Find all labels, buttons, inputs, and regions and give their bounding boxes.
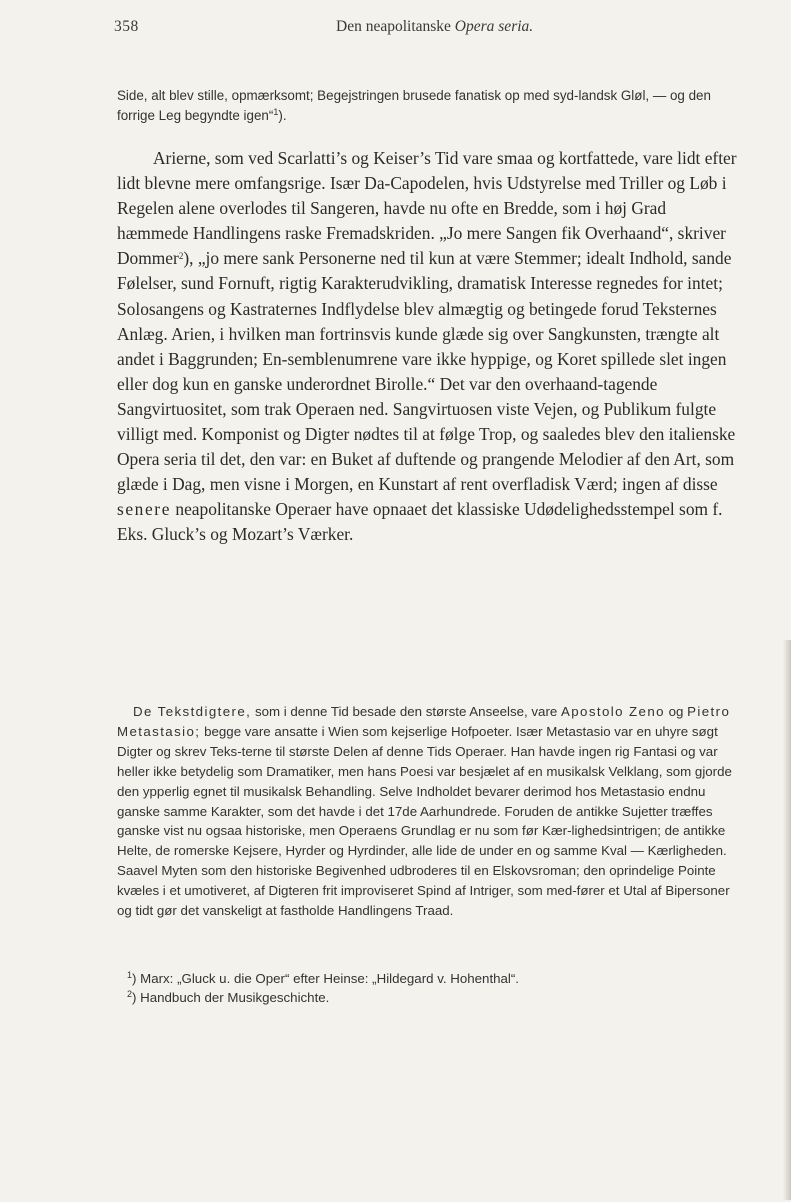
footnote-text-2: ) Handbuch der Musikgeschichte. xyxy=(132,990,330,1005)
page-edge-shadow xyxy=(783,640,791,1200)
footnote-number-2: 2 xyxy=(127,989,133,999)
footnote-2 xyxy=(117,988,737,1007)
main-paragraph xyxy=(117,146,737,548)
name-zeno: Apostolo Zeno xyxy=(560,704,665,719)
running-title-italic: Opera seria. xyxy=(454,18,534,35)
running-title-text: Den neapolitanske xyxy=(336,18,451,35)
main-text-part-2: ), „jo mere sank Personerne ned til kun at være Stemmer; idealt Indhold, sande Følelser, sund Fornuft, rigtig Karakterudvikling, dramatisk Interesse regnedes for intet; Solosangens og Kastraternes Indflydelse blev almægtig og betingede forud Teksternes Anlæg. Arien, i hvilken man fortrinsvis kunde glæde sig over Sangkunsten, trængte alt andet i Baggrunden; En-semblenumrene vare ikke hyppige, og Koret spillede slet ingen eller dog kun en ganske underordnet Birolle.“ Det var den overhaand-tagende Sangvirtuositet, som trak Operaen ned. Sangvirtuosen viste Vejen, og Publikum fulgte villigt med. Komponist og Digter nødtes til at følge Trop, og saaledes blev den italienske Opera seria til det, den var: en Buket af duftende og prangende Melodier af den Art, som glæde i Dag, men visne i Morgen, en Kunstart af rent overfladisk Værd; ingen af disse xyxy=(117,248,736,495)
small-text-a: som i denne Tid besade den største Anseelse, vare xyxy=(254,704,558,719)
small-text-b: begge vare ansatte i Wien som kejserlige Hofpoeter. Især Metastasio var en uhyre søgt Digter og skrev Teks-terne til største Delen af denne Tids Operaer. Han havde ingen rig Fantasi og var heller ikke betydelig som Dramatiker, men hans Poesi var besjælet af en musikalsk Velklang, som gjorde den ypperlig egnet til musikalsk Behandling. Selve Indholdet bevarer derimod hos Metastasio endnu ganske samme Karakter, som det havde i det 17de Aarhundrede. Foruden de antikke Sujetter træffes ganske vist nu ogsaa historiske, men Operaens Grundlag er nu som før Kær-lighedsintrigen; de antikke Helte, de romerske Kejsere, Hyrder og Hyrdinder, alle lide de under en og samme Kval — Kærligheden. Saavel Myten som den historiske Begivenhed udbroderes til en Elskovsroman; den oprindelige Pointe kvæles i et umotiveret, af Digteren frit improviseret Spind af Intriger, som med-fører et Utal af Bipersoner og tidt gør det vanskeligt at fastholde Handlingens Traad. xyxy=(117,723,732,919)
main-paragraph-text xyxy=(117,146,737,548)
small-print-paragraph xyxy=(117,702,737,921)
footnote-ref-1: 1 xyxy=(273,107,279,117)
footnote-number-1: 1 xyxy=(127,970,133,980)
small-print-text xyxy=(117,702,737,921)
main-text-part-3: neapolitanske Operaer have opnaaet det klassiske Udødelighedsstempel som f. Eks. Gluck’s og Mozart’s Værker. xyxy=(117,499,723,545)
footnote-ref-2: 2 xyxy=(178,251,184,262)
intro-end: ). xyxy=(278,108,287,123)
footnotes xyxy=(117,969,737,1007)
page-number: 358 xyxy=(114,18,139,35)
intro-text: Side, alt blev stille, opmærksomt; Begejstringen brusede fanatisk op med syd-landsk Gløl, — og den forrige Leg begyndte igen“ xyxy=(117,88,711,123)
running-title xyxy=(336,18,533,36)
footnote-text-1: ) Marx: „Gluck u. die Oper“ efter Heinse: „Hildegard v. Hohenthal“. xyxy=(132,971,520,986)
small-lead: De Tekstdigtere, xyxy=(133,704,252,719)
intro-paragraph xyxy=(117,86,737,126)
name-metastasio: Pietro Metastasio; xyxy=(117,704,731,739)
small-og: og xyxy=(668,704,684,719)
footnote-1 xyxy=(117,969,737,988)
main-text-part-1: Arierne, som ved Scarlatti’s og Keiser’s Tid vare smaa og kortfattede, vare lidt efter lidt blevne mere omfangsrige. Især Da-Capodelen, hvis Udstyrelse med Triller og Løb i Regelen alene overlodes til Sangeren, havde nu ofte en Bredde, som i høj Grad hæmmede Handlingens raske Fremadskriden. „Jo mere Sangen fik Overhaand“, skriver Dommer xyxy=(117,148,737,269)
spaced-word: senere xyxy=(117,499,172,520)
